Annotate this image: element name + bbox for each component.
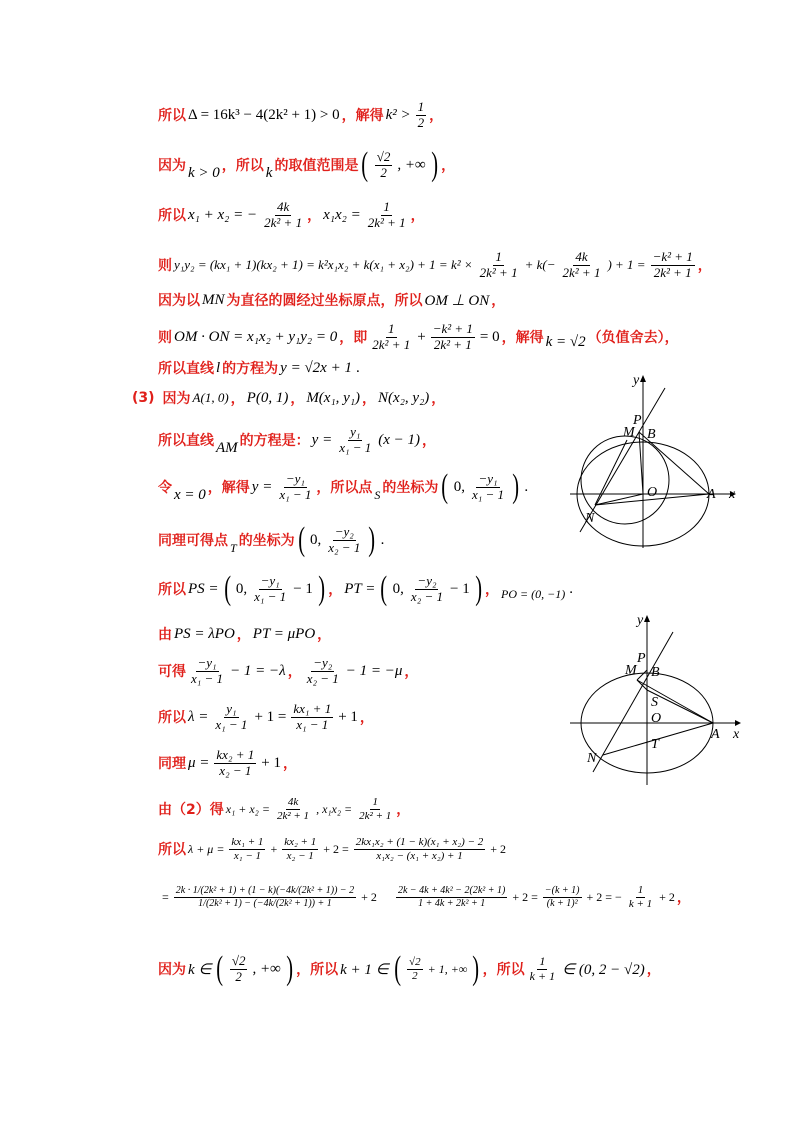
- fraction: $\frac{√2}{2}$: [376, 148, 391, 180]
- formula: μ =: [188, 754, 210, 771]
- text: ，: [697, 258, 712, 275]
- y-axis-arrow: [640, 375, 646, 382]
- formula: + 1: [261, 754, 281, 771]
- formula: y = √2x + 1: [280, 359, 352, 376]
- text: ，所以点: [316, 480, 373, 496]
- text: 所以: [158, 582, 186, 598]
- fraction: $\frac{\text{−y₁}}{\text{x₁ − 1}}$: [191, 655, 224, 686]
- formula: PS = λPO: [174, 625, 235, 642]
- fraction: $\frac{1}{2}$: [417, 99, 425, 130]
- formula: k² >: [385, 106, 411, 123]
- line-5: [158, 290, 505, 310]
- fraction: $\frac{\text{−y₂}}{\text{x₂ − 1}}$: [410, 572, 443, 604]
- text: 所以: [158, 842, 186, 859]
- formula: .: [380, 531, 385, 548]
- formula: + 2 =: [512, 889, 538, 904]
- label-n: N: [587, 751, 597, 766]
- label-p: P: [637, 651, 646, 666]
- line-10: 令 x = 0 ，解得 y = $\frac{\text{−y₁}}{\text{x₁ − 1}}$ ，所以点 S 的坐标为 ( 0, $\frac{\text{−y₁}}{\text{x₁ − 1}}$ ) .: [158, 468, 529, 505]
- text: ，: [491, 293, 506, 309]
- text: （负值舍去），: [587, 330, 679, 347]
- fraction: $\frac{1}{\text{2k² + 1}}$: [372, 321, 411, 352]
- line-17: [158, 796, 410, 822]
- formula: y =: [311, 431, 333, 448]
- line-16: [158, 748, 297, 779]
- formula: l: [216, 359, 221, 376]
- label-a: A: [711, 727, 720, 742]
- text: 可得: [158, 664, 186, 681]
- separator: ，: [328, 582, 343, 598]
- text: ，: [410, 208, 425, 225]
- figure-2: [565, 610, 755, 790]
- formula: x = 0: [174, 486, 206, 503]
- label-m: M: [623, 425, 635, 440]
- formula: = 0: [479, 328, 500, 345]
- label-n: N: [585, 511, 595, 526]
- fraction: $\frac{1}{\text{2k² + 1}}$: [359, 796, 392, 822]
- text: 则: [158, 258, 172, 275]
- line-12: 所以 PS = ( 0, $\frac{\text{−y₁}}{\text{x₁ − 1}}$ − 1 ) ， PT = ( 0, $\frac{\text{−y₂}}{\text{x₂ − 1}}$ − 1 ) ， PO = (0, −1) .: [158, 570, 573, 607]
- line-3: [158, 200, 425, 231]
- formula: A(1, 0): [192, 390, 229, 405]
- formula: λ =: [188, 708, 209, 725]
- text: ，: [282, 756, 297, 773]
- label-y: y: [633, 373, 640, 388]
- text: ，所以: [221, 158, 264, 174]
- line-l: [593, 632, 673, 772]
- formula: + 1 =: [254, 708, 287, 725]
- separator: ，: [236, 627, 251, 643]
- label-b: B: [651, 665, 660, 680]
- fraction: $\frac{√2}{2}$: [409, 955, 421, 982]
- fraction: $\frac{1}{\text{2k² + 1}}$: [479, 249, 518, 280]
- line-8: [132, 388, 445, 408]
- line-4: [158, 250, 712, 281]
- formula: +: [270, 841, 278, 856]
- text: ，: [396, 802, 411, 819]
- text: 所以直线: [158, 433, 214, 450]
- y-axis-arrow: [644, 615, 650, 622]
- text: 因为: [162, 391, 191, 407]
- formula: + 1: [338, 708, 358, 725]
- formula: y =: [251, 478, 273, 495]
- separator: ，: [287, 664, 302, 681]
- text: 令: [158, 480, 172, 496]
- text: 因为: [158, 962, 186, 978]
- label-t: T: [651, 737, 659, 752]
- fraction: $\frac{\text{kx₂ + 1}}{\text{x₂ − 1}}$: [216, 747, 255, 778]
- segment-om: [639, 432, 643, 494]
- formula: , +∞: [397, 156, 426, 173]
- text: ，解得: [207, 480, 250, 496]
- fraction: $\frac{\text{−y₂}}{\text{x₂ − 1}}$: [328, 523, 361, 555]
- text: ，所以: [482, 962, 525, 978]
- text: ，解得: [341, 108, 384, 125]
- line-9: [158, 425, 436, 456]
- x-axis-arrow: [735, 720, 741, 726]
- line-14: [158, 656, 418, 687]
- formula: x₁ + x₂ =: [225, 801, 270, 816]
- text: 的坐标为: [382, 480, 439, 496]
- segment-mb: [595, 440, 627, 505]
- label-p: P: [633, 413, 642, 428]
- formula: 0,: [453, 478, 465, 495]
- label-a: A: [707, 487, 716, 502]
- formula: k > 0: [188, 164, 220, 181]
- formula: − 1: [293, 580, 313, 597]
- text: ，: [317, 627, 332, 643]
- separator: ，: [290, 391, 305, 407]
- label-x: x: [733, 727, 740, 742]
- text: 所以: [158, 108, 186, 125]
- label-s: S: [651, 695, 658, 710]
- fraction: $\frac{\text{2k · 1/(2k² + 1) + (1 − k)(−4k/(2k² + 1)) − 2}}{\text{1/(2k² + 1) − (−4k/(2k² + 1)) + 1}}$: [175, 885, 355, 909]
- fraction: $\frac{\text{−y₂}}{\text{x₂ − 1}}$: [306, 655, 339, 686]
- formula: N(x₂, y₂): [378, 389, 430, 406]
- text: ，: [431, 391, 446, 407]
- separator: ，: [485, 582, 500, 598]
- formula: , +∞: [252, 960, 281, 977]
- fraction: $\frac{\text{y₁}}{\text{x₁ − 1}}$: [215, 701, 248, 732]
- formula: , x₁x₂ =: [316, 801, 353, 816]
- fraction: $\frac{\text{kx₁ + 1}}{\text{x₁ − 1}}$: [231, 836, 264, 862]
- formula: + 2 =: [323, 841, 349, 856]
- part-label: (3): [132, 390, 155, 406]
- text: 因为以: [158, 293, 200, 309]
- text: ，: [646, 962, 661, 978]
- fraction: $\frac{1}{k + 1}$: [529, 953, 556, 983]
- label-m: M: [625, 663, 637, 678]
- formula: λ + μ =: [188, 841, 225, 856]
- formula: 0,: [392, 580, 404, 597]
- formula: .: [355, 359, 360, 376]
- formula: OM ⊥ ON: [424, 292, 490, 309]
- formula: + 2 = −: [586, 889, 622, 904]
- formula: + k(−: [524, 257, 556, 273]
- text: ，即: [339, 330, 368, 347]
- text: 同理: [158, 756, 186, 773]
- line-2: 因为 k > 0 ，所以 k 的取值范围是 ( $\frac{√2}{2}$ , +∞ ) ，: [158, 146, 456, 183]
- formula: − 1: [449, 580, 470, 597]
- fraction: $\frac{4k}{\text{2k² + 1}}$: [276, 796, 310, 822]
- formula: T: [230, 540, 237, 555]
- label-x: x: [729, 487, 736, 502]
- figure-1: [565, 370, 755, 550]
- formula: k: [265, 164, 273, 181]
- fraction: $\frac{\text{2k − 4k + 4k² − 2(2k² + 1)}}{\text{1 + 4k + 2k² + 1}}$: [397, 885, 506, 909]
- fraction: $\frac{\text{−y₁}}{\text{x₁ − 1}}$: [471, 470, 505, 502]
- line-1: [158, 100, 443, 131]
- label-y: y: [637, 613, 644, 628]
- text: 由（2）得: [158, 802, 224, 819]
- text: 的坐标为: [238, 533, 295, 549]
- line-20: 因为 k ∈ ( $\frac{√2}{2}$ , +∞ ) ，所以 k + 1 ∈ ( $\frac{√2}{2}$ + 1, +∞ ) ，所以 $\frac{1}{k + 1}$ ∈ (0, 2 − √2) ，: [158, 950, 661, 987]
- separator: ，: [362, 391, 377, 407]
- text: 的方程为: [222, 361, 279, 377]
- formula: x₁ + x₂ = −: [188, 206, 258, 223]
- fraction: $\frac{\text{2kx₁x₂ + (1 − k)(x₁ + x₂) − 2}}{\text{x₁x₂ − (x₁ + x₂) + 1}}$: [355, 836, 484, 862]
- formula: .: [524, 478, 529, 495]
- formula: AM: [216, 439, 238, 456]
- formula: k = √2: [545, 333, 586, 350]
- text: 的取值范围是: [274, 158, 359, 174]
- separator: ，: [307, 208, 322, 225]
- formula: + 2: [490, 841, 506, 856]
- segment-pm: [637, 670, 647, 680]
- line-6: [158, 322, 679, 353]
- label-o: O: [651, 711, 662, 726]
- label-o: O: [647, 485, 658, 500]
- formula: x₁x₂ =: [323, 206, 361, 223]
- fraction: $\frac{-(k + 1)}{\text{(k + 1)²}}$: [544, 885, 580, 909]
- formula: M(x₁, y₁): [306, 389, 361, 406]
- formula: +: [417, 328, 426, 345]
- segment-on: [595, 494, 643, 505]
- text: 所以: [158, 710, 186, 727]
- formula: PT =: [344, 580, 376, 597]
- formula: k + 1 ∈: [340, 961, 389, 978]
- formula: .: [569, 580, 573, 597]
- text: 因为: [158, 158, 186, 174]
- formula: PT = μPO: [252, 625, 316, 642]
- line-18: [158, 836, 508, 862]
- formula: ) + 1 =: [607, 257, 646, 273]
- text: ，: [441, 158, 456, 174]
- text: 所以直线: [158, 361, 214, 377]
- formula: 0,: [310, 531, 322, 548]
- text: 由: [158, 627, 172, 643]
- line-11: 同理可得点 T 的坐标为 ( 0, $\frac{\text{−y₂}}{\text{x₂ − 1}}$ ) .: [158, 521, 385, 558]
- formula: OM · ON = x₁x₂ + y₁y₂ = 0: [174, 328, 338, 345]
- formula: S: [374, 487, 381, 502]
- fraction: $\frac{1}{k + 1}$: [628, 884, 653, 910]
- formula: + 2: [361, 889, 377, 904]
- text: ，: [359, 710, 374, 727]
- line-13: [158, 624, 331, 644]
- separator: ，: [230, 391, 245, 407]
- fraction: $\frac{√2}{2}$: [231, 952, 246, 984]
- text: 的方程是：: [239, 433, 310, 450]
- fraction: $\frac{4k}{\text{2k² + 1}}$: [264, 199, 303, 230]
- text: ，所以: [296, 962, 339, 978]
- line-7: [158, 358, 362, 378]
- text: ，: [404, 664, 419, 681]
- text: 所以: [158, 208, 186, 225]
- text: 同理可得点: [158, 533, 228, 549]
- fraction: $\frac{\text{−k² + 1}}{\text{2k² + 1}}$: [652, 249, 693, 280]
- formula: 0,: [235, 580, 248, 597]
- fraction: $\frac{\text{kx₁ + 1}}{\text{x₁ − 1}}$: [293, 701, 332, 732]
- text: ，: [422, 433, 437, 450]
- fraction: $\frac{4k}{\text{2k² + 1}}$: [562, 249, 601, 280]
- segment-ma: [637, 680, 713, 723]
- text: ，解得: [501, 330, 544, 347]
- formula: PO = (0, −1): [501, 586, 566, 601]
- formula: − 1 = −μ: [345, 662, 403, 679]
- fraction: $\frac{\text{kx₂ + 1}}{\text{x₂ − 1}}$: [284, 836, 317, 862]
- formula: − 1 = −λ: [230, 662, 286, 679]
- formula: + 2: [659, 889, 675, 904]
- fraction: $\frac{\text{y₁}}{\text{x₁ − 1}}$: [339, 424, 372, 455]
- text: ，: [676, 890, 691, 907]
- formula: P(0, 1): [246, 389, 289, 406]
- fraction: $\frac{1}{\text{2k² + 1}}$: [367, 199, 406, 230]
- fraction: $\frac{\text{−k² + 1}}{\text{2k² + 1}}$: [432, 321, 473, 352]
- formula: =: [162, 889, 169, 904]
- text: 则: [158, 330, 172, 347]
- line-15: [158, 702, 374, 733]
- fraction: $\frac{\text{−y₁}}{\text{x₁ − 1}}$: [254, 572, 287, 604]
- text: ，: [429, 108, 444, 125]
- fraction: $\frac{\text{−y₁}}{\text{x₁ − 1}}$: [279, 470, 312, 502]
- line-19: [160, 884, 691, 910]
- formula: k ∈: [188, 961, 212, 978]
- formula: PS =: [188, 580, 219, 597]
- formula: + 1, +∞: [427, 961, 468, 976]
- formula: ∈ (0, 2 − √2): [562, 961, 645, 978]
- formula: Δ = 16k³ − 4(2k² + 1) > 0: [188, 106, 340, 123]
- formula: (x − 1): [378, 431, 421, 448]
- label-b: B: [647, 427, 656, 442]
- formula: y₁y₂ = (kx₁ + 1)(kx₂ + 1) = k²x₁x₂ + k(x₁ + x₂) + 1 = k² ×: [174, 257, 473, 273]
- text: 为直径的圆经过坐标原点，所以: [226, 293, 423, 309]
- formula: MN: [202, 291, 225, 308]
